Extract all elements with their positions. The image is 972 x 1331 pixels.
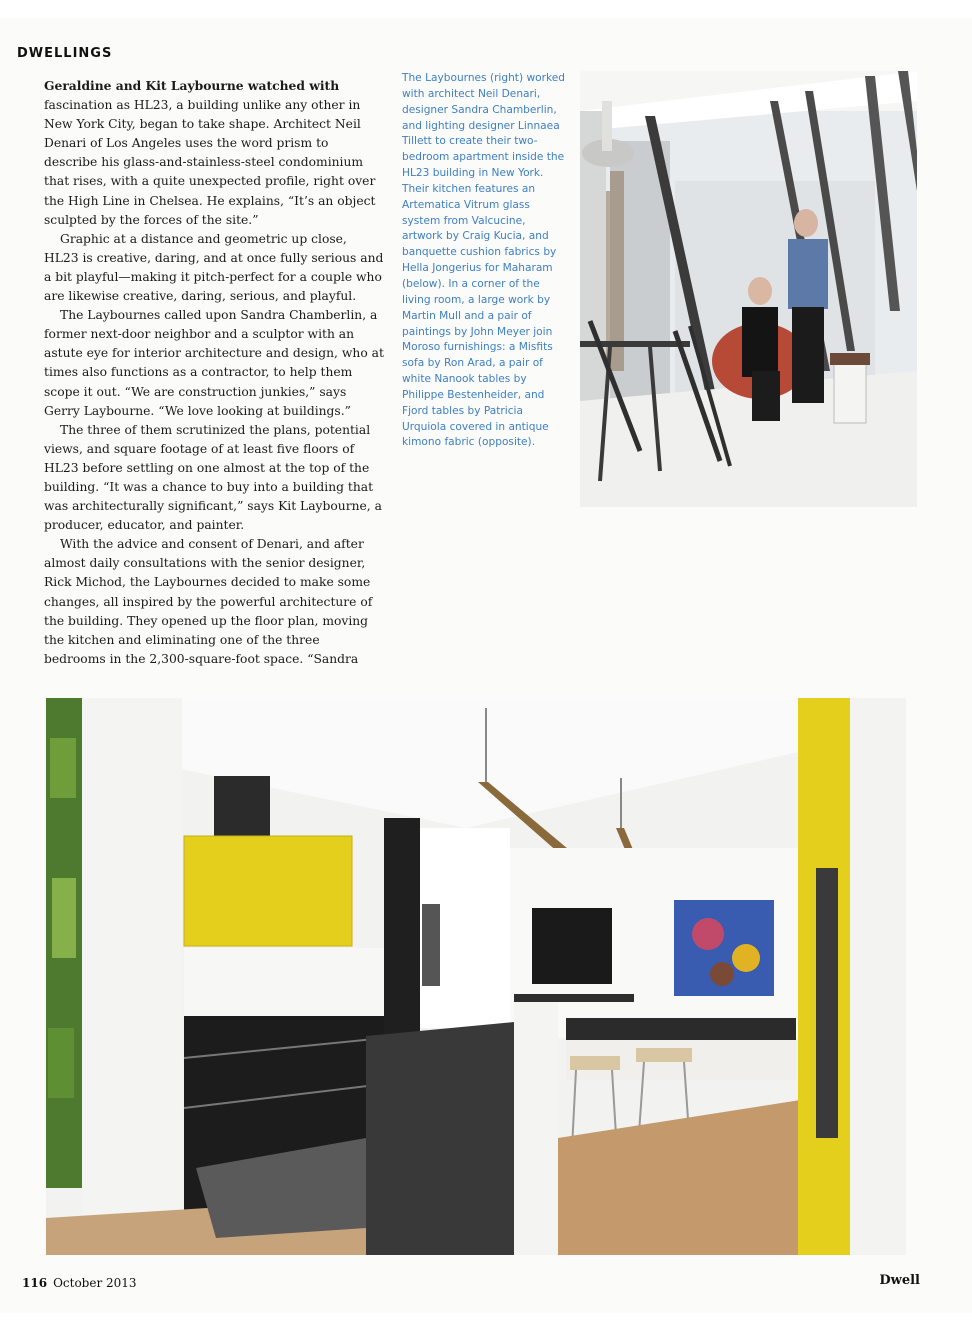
paragraph-2: Graphic at a distance and geometric up close, HL23 is creative, daring, and at once fully serious and a bit playful—making it pitch-perfect for a couple who are likewise creative, daring, serious, and playful.	[44, 231, 384, 304]
paragraph-5: With the advice and consent of Denari, and after almost daily consultations with the senior designer, Rick Michod, the Laybournes decided to make some changes, all inspired by the powerful architecture of the building. They opened up the floor plan, moving the kitchen and eliminating one of the three bedrooms in the 2,300-square-foot space. “Sandra	[44, 537, 373, 666]
issue-date: October 2013	[53, 1276, 137, 1290]
paragraph-1	[44, 76, 384, 230]
paragraph-1-text: fascination as HL23, a building unlike any other in New York City, began to take shape. Architect Neil Denari of Los Angeles uses the word prism to describe his glass-and-stainless-steel condominium that rises, with a quite unexpected profile, right over the High Line in Chelsea. He explains, “It’s an object sculpted by the forces of the site.”	[44, 98, 376, 227]
photo-caption: The Laybournes (right) worked with architect Neil Denari, designer Sandra Chamberlin, and lighting designer Linnaea Tillett to create their two-bedroom apartment inside the HL23 building in New York. Their kitchen features an Artematica Vitrum glass system from Valcucine, artwork by Craig Kucia, and banquette cushion fabrics by Hella Jongerius for Maharam (below). In a corner of the living room, a large work by Martin Mull and a pair of paintings by John Meyer join Moroso furnishings: a Misfits sofa by Ron Arad, a pair of white Nanook tables by Philippe Bestenheider, and Fjord tables by Patricia Urquiola covered in antique kimono fabric (opposite).	[402, 72, 565, 449]
section-label: DWELLINGS	[17, 46, 113, 61]
paragraph-3: The Laybournes called upon Sandra Chamberlin, a former next-door neighbor and a sculptor with an astute eye for interior architecture and design, who at times also functions as a contractor, to help them scope it out. “We are construction junkies,” says Gerry Laybourne. “We love looking at buildings.”	[44, 308, 384, 418]
paragraph-4: The three of them scrutinized the plans, potential views, and square footage of at least five floors of HL23 before settling on one almost at the top of the building. “It was a chance to buy into a building that was architecturally significant,” says Kit Laybourne, a producer, educator, and painter.	[44, 422, 382, 533]
page-number: 116	[22, 1276, 48, 1290]
magazine-name: Dwell	[879, 1273, 920, 1288]
kitchen-photo	[46, 698, 906, 1255]
article-body	[44, 76, 384, 669]
page-footer-left	[22, 1276, 137, 1290]
living-room-photo	[580, 71, 917, 507]
lead-in: Geraldine and Kit Laybourne watched with	[44, 78, 340, 93]
